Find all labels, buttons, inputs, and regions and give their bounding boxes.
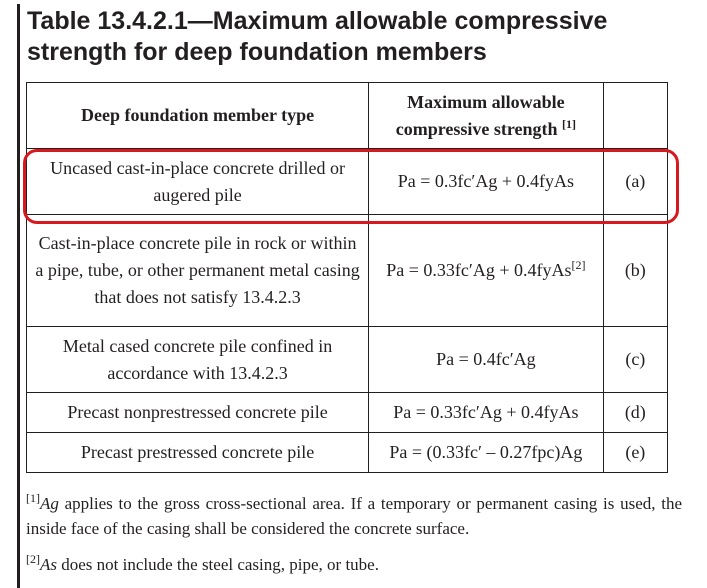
header-member-type: Deep foundation member type bbox=[27, 83, 369, 149]
formula-cell bbox=[369, 433, 604, 473]
left-rule bbox=[17, 4, 20, 588]
formula-text: Pa = (0.33fc′ – 0.27fpc)Ag bbox=[389, 442, 583, 462]
footnote-symbol: Ag bbox=[40, 494, 59, 513]
strength-table bbox=[26, 82, 668, 473]
footnote-text: does not include the steel casing, pipe, or tube. bbox=[61, 555, 379, 574]
formula-text: Pa = 0.33fc′Ag + 0.4fyAs bbox=[386, 260, 572, 280]
header-strength-text: Maximum allowable compressive strength bbox=[395, 91, 565, 139]
formula-text: Pa = 0.4fc′Ag bbox=[436, 349, 536, 369]
equation-label: (a) bbox=[603, 149, 667, 215]
equation-label: (b) bbox=[603, 215, 667, 327]
formula-ref: [2] bbox=[571, 258, 586, 272]
formula-cell bbox=[369, 393, 604, 433]
header-strength-ref: [1] bbox=[562, 116, 577, 131]
footnote-1 bbox=[26, 491, 682, 541]
equation-label: (d) bbox=[603, 393, 667, 433]
highlight-outline bbox=[23, 149, 679, 224]
header-label bbox=[603, 83, 667, 149]
header-row bbox=[27, 83, 668, 149]
formula-cell bbox=[369, 215, 604, 327]
formula-text: Pa = 0.3fc′Ag + 0.4fyAs bbox=[397, 171, 574, 191]
table-title: Table 13.4.2.1—Maximum allowable compressive strength for deep foundation members bbox=[27, 7, 608, 66]
formula-cell bbox=[369, 327, 604, 393]
table-row bbox=[27, 393, 668, 433]
footnote-text: applies to the gross cross-sectional area. If a temporary or permanent casing is used, the inside face of the casing shall be considered the concrete surface. bbox=[26, 494, 683, 538]
table-row bbox=[27, 327, 668, 393]
member-type-cell: Precast prestressed concrete pile bbox=[27, 433, 369, 473]
member-type-cell: Cast-in-place concrete pile in rock or within a pipe, tube, or other permanent metal casing that does not satisfy 13.4.2.3 bbox=[27, 215, 369, 327]
footnote-ref: [1] bbox=[26, 491, 40, 505]
footnote-ref: [2] bbox=[26, 552, 40, 566]
footnote-symbol: As bbox=[40, 555, 57, 574]
equation-label: (e) bbox=[603, 433, 667, 473]
table-row bbox=[27, 433, 668, 473]
member-type-cell: Precast nonprestressed concrete pile bbox=[27, 393, 369, 433]
formula-text: Pa = 0.33fc′Ag + 0.4fyAs bbox=[393, 402, 579, 422]
member-type-cell: Uncased cast-in-place concrete drilled or augered pile bbox=[27, 149, 369, 215]
equation-label: (c) bbox=[603, 327, 667, 393]
table-row bbox=[27, 215, 668, 327]
member-type-cell: Metal cased concrete pile confined in accordance with 13.4.2.3 bbox=[27, 327, 369, 393]
footnote-2 bbox=[26, 552, 682, 577]
header-strength bbox=[369, 83, 604, 149]
